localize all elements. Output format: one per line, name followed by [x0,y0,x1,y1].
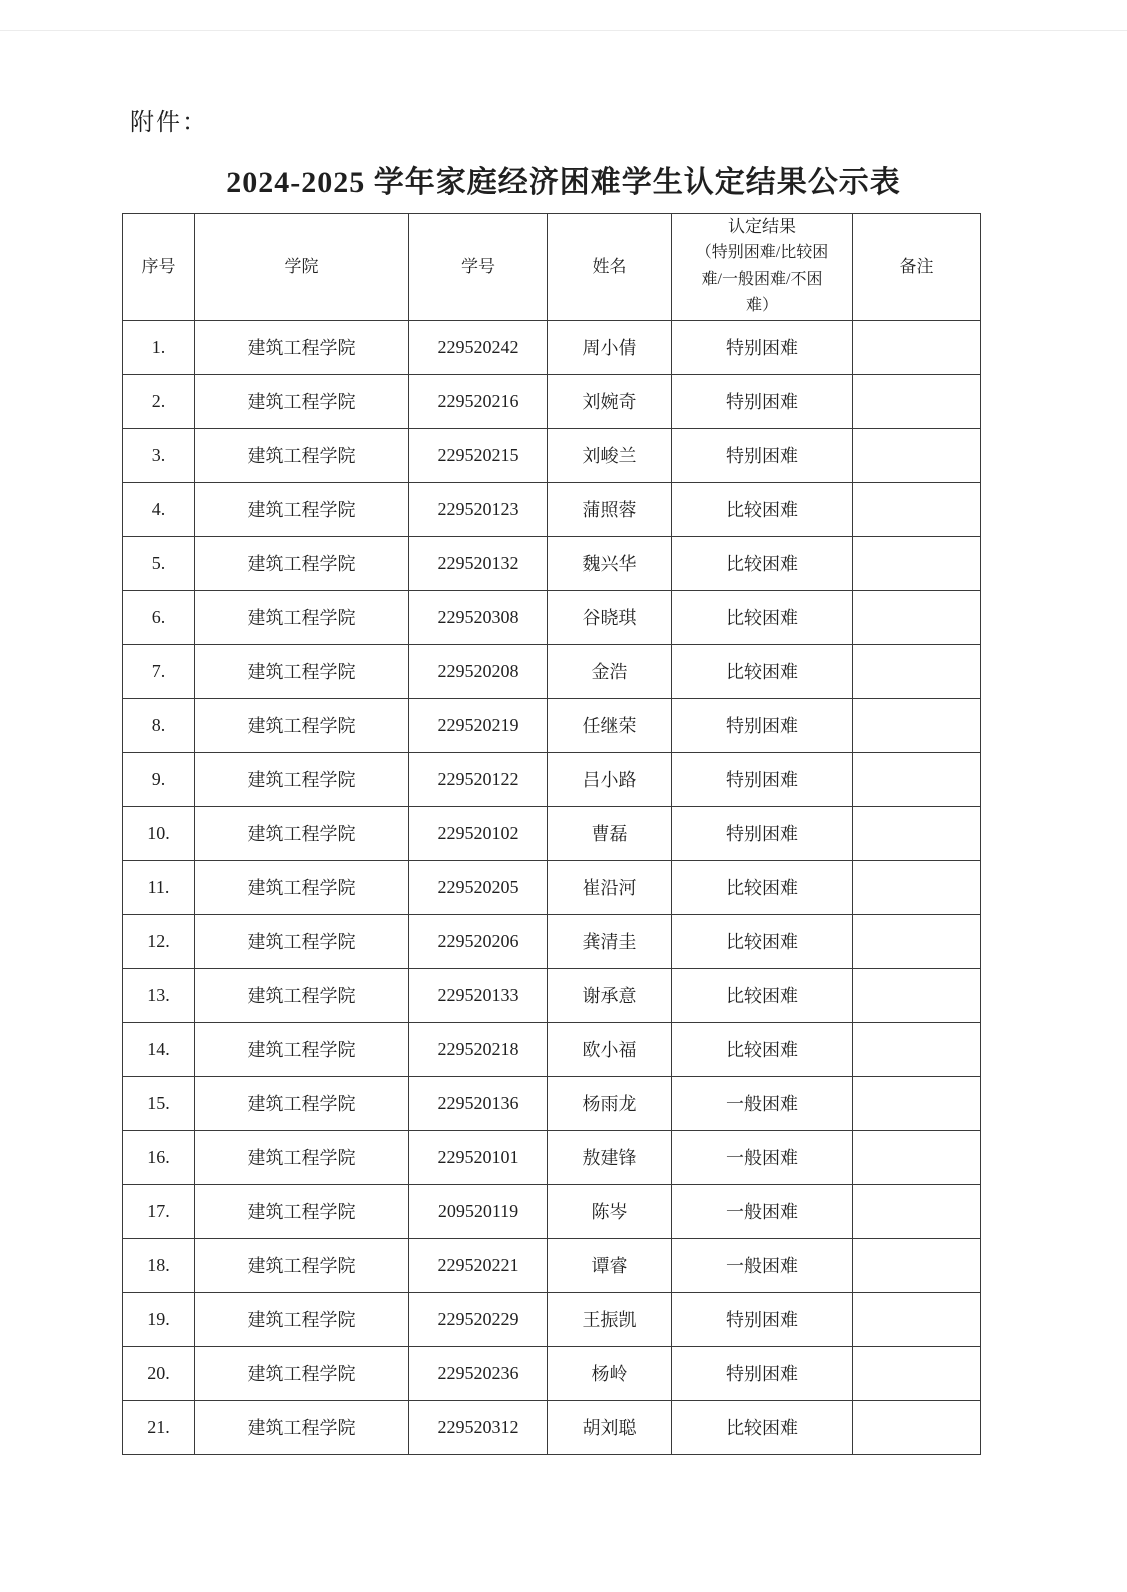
table-row [123,1130,981,1184]
note-cell [853,1022,981,1076]
table-row [123,1022,981,1076]
result-cell: 比较困难 [672,536,853,590]
student-name-cell: 周小倩 [548,320,672,374]
college-cell: 建筑工程学院 [195,374,409,428]
row-index: 7. [123,644,195,698]
header-result-sub: （特别困难/比较困难/一般困难/不困难） [695,244,829,315]
college-cell: 建筑工程学院 [195,752,409,806]
result-cell: 特别困难 [672,428,853,482]
row-index: 1. [123,320,195,374]
result-cell: 一般困难 [672,1076,853,1130]
result-cell: 比较困难 [672,482,853,536]
note-cell [853,428,981,482]
table-row [123,428,981,482]
note-cell [853,914,981,968]
student-id-cell: 229520308 [409,590,548,644]
table-row [123,374,981,428]
header-student-id-label: 学号 [461,256,495,276]
table-row [123,1238,981,1292]
result-cell: 一般困难 [672,1184,853,1238]
result-cell: 特别困难 [672,698,853,752]
student-name-cell: 谭睿 [548,1238,672,1292]
result-cell: 特别困难 [672,752,853,806]
college-cell: 建筑工程学院 [195,860,409,914]
student-id-cell: 229520133 [409,968,548,1022]
student-roster-table [122,213,981,1455]
student-name-cell: 敖建锋 [548,1130,672,1184]
header-name [548,214,672,321]
header-student-id [409,214,548,321]
note-cell [853,1130,981,1184]
college-cell: 建筑工程学院 [195,536,409,590]
row-index: 20. [123,1346,195,1400]
student-id-cell: 229520216 [409,374,548,428]
student-id-cell: 229520206 [409,914,548,968]
note-cell [853,536,981,590]
college-cell: 建筑工程学院 [195,1022,409,1076]
note-cell [853,374,981,428]
student-id-cell: 229520312 [409,1400,548,1454]
student-id-cell: 229520101 [409,1130,548,1184]
college-cell: 建筑工程学院 [195,1400,409,1454]
college-cell: 建筑工程学院 [195,1130,409,1184]
table-row [123,536,981,590]
table-header-row [123,214,981,321]
note-cell [853,482,981,536]
result-cell: 比较困难 [672,1022,853,1076]
row-index: 12. [123,914,195,968]
table-row [123,752,981,806]
result-cell: 一般困难 [672,1130,853,1184]
student-name-cell: 刘婉奇 [548,374,672,428]
college-cell: 建筑工程学院 [195,320,409,374]
student-id-cell: 229520136 [409,1076,548,1130]
table-row [123,1076,981,1130]
row-index: 17. [123,1184,195,1238]
row-index: 3. [123,428,195,482]
result-cell: 特别困难 [672,1346,853,1400]
college-cell: 建筑工程学院 [195,806,409,860]
row-index: 13. [123,968,195,1022]
student-id-cell: 229520229 [409,1292,548,1346]
table-row [123,914,981,968]
header-no [123,214,195,321]
note-cell [853,752,981,806]
note-cell [853,698,981,752]
header-note-label: 备注 [899,256,934,276]
student-name-cell: 刘峻兰 [548,428,672,482]
student-name-cell: 崔沿河 [548,860,672,914]
student-id-cell: 229520218 [409,1022,548,1076]
table-row [123,698,981,752]
table-row [123,1346,981,1400]
note-cell [853,1292,981,1346]
header-college [195,214,409,321]
college-cell: 建筑工程学院 [195,1292,409,1346]
student-id-cell: 229520102 [409,806,548,860]
student-name-cell: 魏兴华 [548,536,672,590]
note-cell [853,1184,981,1238]
result-cell: 特别困难 [672,1292,853,1346]
result-cell: 比较困难 [672,968,853,1022]
table-row [123,644,981,698]
row-index: 11. [123,860,195,914]
result-cell: 特别困难 [672,320,853,374]
student-id-cell: 229520215 [409,428,548,482]
student-id-cell: 209520119 [409,1184,548,1238]
row-index: 15. [123,1076,195,1130]
student-id-cell: 229520122 [409,752,548,806]
header-result [672,214,853,321]
table-row [123,1292,981,1346]
row-index: 9. [123,752,195,806]
note-cell [853,806,981,860]
student-name-cell: 曹磊 [548,806,672,860]
scan-edge-line [0,30,1127,31]
student-name-cell: 杨雨龙 [548,1076,672,1130]
student-name-cell: 欧小福 [548,1022,672,1076]
student-name-cell: 吕小路 [548,752,672,806]
college-cell: 建筑工程学院 [195,482,409,536]
student-id-cell: 229520219 [409,698,548,752]
result-cell: 比较困难 [672,1400,853,1454]
note-cell [853,644,981,698]
header-name-label: 姓名 [592,256,627,276]
result-cell: 比较困难 [672,590,853,644]
row-index: 18. [123,1238,195,1292]
student-name-cell: 龚清圭 [548,914,672,968]
note-cell [853,590,981,644]
college-cell: 建筑工程学院 [195,1076,409,1130]
table-row [123,806,981,860]
student-name-cell: 陈岑 [548,1184,672,1238]
header-result-main: 认定结果 [728,217,796,236]
result-cell: 特别困难 [672,806,853,860]
header-note [853,214,981,321]
college-cell: 建筑工程学院 [195,1238,409,1292]
student-name-cell: 谷晓琪 [548,590,672,644]
note-cell [853,1076,981,1130]
student-name-cell: 胡刘聪 [548,1400,672,1454]
college-cell: 建筑工程学院 [195,428,409,482]
college-cell: 建筑工程学院 [195,1184,409,1238]
row-index: 16. [123,1130,195,1184]
college-cell: 建筑工程学院 [195,590,409,644]
row-index: 4. [123,482,195,536]
note-cell [853,1346,981,1400]
page-title: 2024-2025 学年家庭经济困难学生认定结果公示表 [226,166,901,199]
result-cell: 比较困难 [672,644,853,698]
note-cell [853,320,981,374]
row-index: 21. [123,1400,195,1454]
header-college-label: 学院 [284,256,319,276]
table-row [123,968,981,1022]
student-id-cell: 229520208 [409,644,548,698]
college-cell: 建筑工程学院 [195,968,409,1022]
row-index: 10. [123,806,195,860]
student-id-cell: 229520123 [409,482,548,536]
college-cell: 建筑工程学院 [195,1346,409,1400]
note-cell [853,968,981,1022]
header-no-label: 序号 [141,256,176,276]
student-id-cell: 229520205 [409,860,548,914]
student-name-cell: 金浩 [548,644,672,698]
college-cell: 建筑工程学院 [195,644,409,698]
note-cell [853,1400,981,1454]
student-id-cell: 229520132 [409,536,548,590]
row-index: 5. [123,536,195,590]
table-body [123,320,981,1454]
student-name-cell: 杨岭 [548,1346,672,1400]
result-cell: 一般困难 [672,1238,853,1292]
note-cell [853,1238,981,1292]
result-cell: 特别困难 [672,374,853,428]
college-cell: 建筑工程学院 [195,914,409,968]
student-name-cell: 谢承意 [548,968,672,1022]
table-row [123,860,981,914]
row-index: 2. [123,374,195,428]
student-name-cell: 王振凯 [548,1292,672,1346]
student-id-cell: 229520236 [409,1346,548,1400]
student-id-cell: 229520242 [409,320,548,374]
result-cell: 比较困难 [672,914,853,968]
table-row [123,590,981,644]
row-index: 6. [123,590,195,644]
note-cell [853,860,981,914]
table-row [123,1184,981,1238]
student-id-cell: 229520221 [409,1238,548,1292]
row-index: 14. [123,1022,195,1076]
table-row [123,1400,981,1454]
result-cell: 比较困难 [672,860,853,914]
table-row [123,320,981,374]
row-index: 19. [123,1292,195,1346]
student-name-cell: 任继荣 [548,698,672,752]
row-index: 8. [123,698,195,752]
table-row [123,482,981,536]
college-cell: 建筑工程学院 [195,698,409,752]
attachment-label: 附件： [130,110,208,136]
student-name-cell: 蒲照蓉 [548,482,672,536]
